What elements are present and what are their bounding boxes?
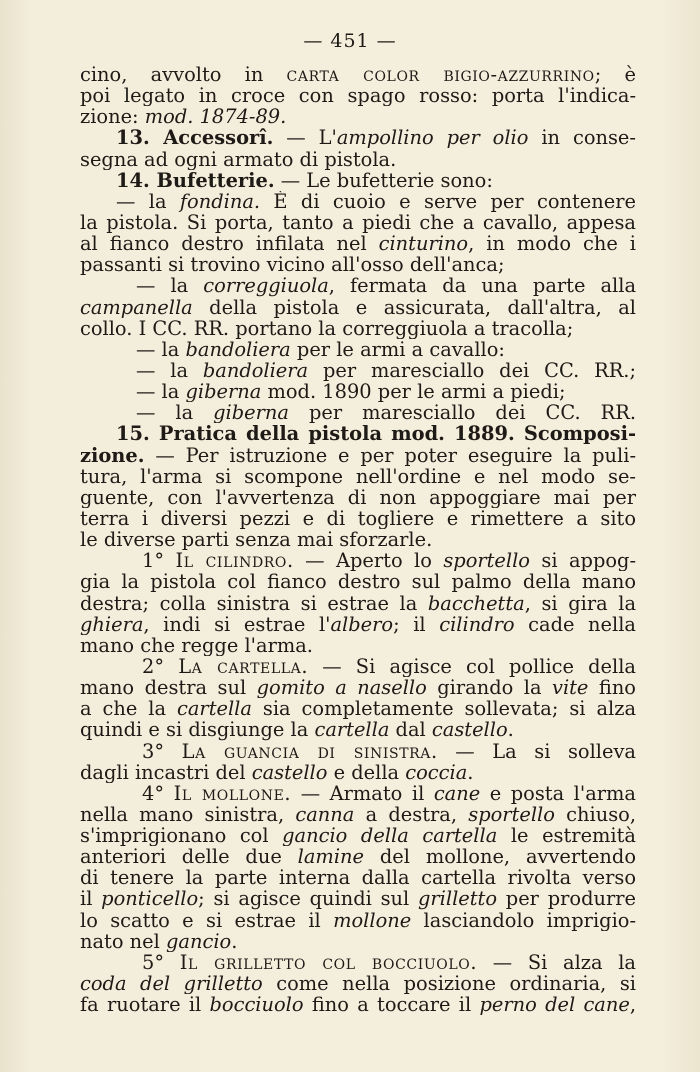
text-run: nato nel [80, 930, 167, 952]
section-heading: 14. Bufetterie. [116, 169, 275, 191]
italic-term: castello [251, 761, 328, 783]
text-run: mano che regge l'arma. [80, 634, 313, 656]
text-run: destra; colla sinistra si estrae la [80, 592, 428, 614]
text-run: per maresciallo dei CC. RR. [288, 402, 636, 424]
text-run: passanti si trovino vicino all'osso dell'anca; [80, 254, 505, 276]
text-line [80, 719, 636, 740]
text-run: dal [389, 719, 432, 741]
text-line [80, 656, 636, 677]
text-run: fino [588, 677, 636, 699]
section-heading: zione. [80, 444, 145, 466]
text-line [80, 910, 636, 931]
text-run: , si gira la [524, 592, 636, 614]
text-run: per le armi a cavallo: [290, 338, 505, 360]
text-run: — la [136, 275, 204, 297]
text-run: quindi e si disgiunge la [80, 719, 315, 741]
text-run: cade nella [514, 613, 636, 635]
italic-term: giberna [185, 381, 262, 403]
text-run: 4° [142, 782, 174, 804]
italic-term: correggiuola [203, 275, 329, 297]
text-run: , in modo che i [468, 233, 636, 255]
italic-term: sportello [443, 550, 530, 572]
text-line [80, 360, 636, 381]
text-run: s'imprigionano col [80, 825, 283, 847]
text-line [80, 487, 636, 508]
text-run: anteriori delle due [80, 846, 298, 868]
text-run: lo scatto e si estrae il [80, 909, 334, 931]
section-heading: 15. Pratica della pistola mod. 1889. Scomposi- [116, 423, 636, 445]
text-run: — la [136, 402, 214, 424]
text-line [80, 614, 636, 635]
text-run: come nella posizione ordinaria, si [262, 973, 636, 995]
text-line [80, 741, 636, 762]
text-run: lasciandolo imprigio- [411, 909, 636, 931]
text-run: ; si agisce quindi sul [198, 888, 418, 910]
italic-term: campanella [80, 296, 193, 318]
text-line [80, 106, 636, 127]
text-run: , fermata da una parte alla [328, 275, 636, 297]
text-run: girando la [426, 677, 552, 699]
small-caps-heading: Il cilindro. [175, 550, 294, 572]
text-line [80, 318, 636, 339]
italic-term: gancio [166, 930, 232, 952]
italic-term: vite [551, 677, 589, 699]
text-line [80, 762, 636, 783]
text-run: per maresciallo dei CC. RR.; [308, 359, 636, 382]
text-line [80, 423, 636, 444]
text-run: 5° [142, 951, 180, 974]
italic-term: sportello [468, 803, 555, 826]
italic-term: bandoliera [185, 338, 291, 360]
text-line [80, 804, 636, 825]
italic-term: mollone [333, 909, 412, 931]
italic-term: coccia [405, 761, 468, 783]
text-line [80, 593, 636, 614]
text-run: — la [136, 381, 186, 403]
italic-term: cane [433, 782, 481, 804]
text-run: — Le bufetterie sono: [274, 169, 493, 191]
text-run: cino, avvolto in [80, 64, 287, 86]
text-line [80, 867, 636, 888]
text-run: di tenere la parte interna dalla cartella rivolta verso [80, 867, 636, 889]
text-run: 1° [142, 550, 176, 572]
text-line [80, 466, 636, 487]
text-run: guente, con l'avvertenza di non appoggiare mai per [80, 486, 636, 508]
text-line [80, 698, 636, 719]
text-run: tura, l'arma si scompone nell'ordine e nel modo se- [80, 465, 636, 487]
italic-term: grilletto [418, 888, 498, 910]
italic-term: gancio della cartella [282, 825, 498, 847]
text-run: e posta l'arma [480, 782, 636, 804]
text-run: — la [116, 190, 180, 212]
text-run: fino a toccare il [303, 994, 480, 1016]
text-run: 3° [142, 740, 182, 762]
text-line [80, 381, 636, 402]
text-line [80, 254, 636, 275]
italic-term: cilindro [439, 613, 515, 635]
text-run: per produrre [497, 888, 636, 910]
text-line [80, 127, 636, 148]
text-run: zione: [80, 106, 145, 128]
text-run: — L' [273, 127, 337, 149]
text-run: — Armato il [291, 782, 434, 804]
text-line [80, 994, 636, 1015]
text-run: in conse- [528, 127, 636, 149]
text-line [80, 783, 636, 804]
text-run: si appog- [529, 550, 636, 572]
text-run: del mollone, avvertendo [364, 846, 636, 868]
text-run: e della [327, 761, 406, 783]
italic-term: mod. 1874-89. [144, 106, 287, 128]
italic-term: bocciuolo [209, 994, 304, 1016]
text-run: chiuso, [554, 803, 636, 826]
text-run: mod. 1890 per le armi a piedi; [261, 381, 566, 403]
italic-term: ghiera [80, 613, 144, 635]
text-run: le diverse parti senza mai sforzarle. [80, 529, 433, 551]
text-run: al fianco destro infilata nel [80, 233, 379, 255]
text-run: . [231, 930, 238, 952]
text-line [80, 529, 636, 550]
italic-term: cartella [314, 719, 390, 741]
text-run: poi legato in croce con spago rosso: porta l'indica- [80, 85, 636, 107]
text-line [80, 297, 636, 318]
italic-term: giberna [213, 402, 289, 424]
text-line [80, 635, 636, 656]
italic-term: lamine [297, 846, 364, 868]
italic-term: canna [295, 803, 355, 826]
text-run: — Si alza la [477, 951, 636, 974]
italic-term: bandoliera [202, 359, 309, 382]
text-run: sia completamente sollevata; si alza [251, 698, 636, 720]
small-caps-heading: carta color bigio-azzurrino [286, 64, 595, 86]
text-line [80, 550, 636, 571]
text-line [80, 931, 636, 952]
text-run: la pistola. Si porta, tanto a piedi che a cavallo, appesa [80, 211, 636, 234]
text-run: — la [136, 359, 203, 382]
text-run: — Per istruzione e per poter eseguire la puli- [144, 444, 636, 466]
text-run: . [507, 719, 514, 741]
text-run: a destra, [354, 803, 469, 826]
text-line [80, 85, 636, 106]
text-run: della pistola e assicurata, dall'altra, al [192, 296, 636, 318]
text-line [80, 973, 636, 994]
text-run: — Si agisce col pollice della [308, 655, 636, 678]
section-heading: 13. Accessorî. [116, 127, 274, 149]
text-line [80, 339, 636, 360]
text-run: nella mano sinistra, [80, 803, 296, 826]
text-line [80, 212, 636, 233]
italic-term: cinturino [378, 233, 469, 255]
text-run: collo. I CC. RR. portano la correggiuola a tracolla; [80, 317, 574, 339]
small-caps-heading: La cartella. [178, 655, 309, 678]
text-run: — la [136, 338, 186, 360]
body-text [80, 64, 636, 1015]
text-run: a che la [80, 698, 178, 720]
text-line [80, 149, 636, 170]
text-run: , indi si estrae l' [143, 613, 331, 635]
text-run: . [467, 761, 474, 783]
text-line [80, 508, 636, 529]
text-line [80, 825, 636, 846]
italic-term: castello [431, 719, 508, 741]
italic-term: cartella [177, 698, 252, 720]
text-line [80, 445, 636, 466]
italic-term: bacchetta [427, 592, 525, 614]
text-line [80, 888, 636, 909]
text-line [80, 571, 636, 592]
text-run: terra i diversi pezzi e di togliere e rimettere a sito [80, 507, 636, 530]
text-run: segna ad ogni armato di pistola. [80, 148, 397, 170]
text-run: il [80, 888, 102, 910]
text-run: le estremità [497, 825, 636, 847]
text-line [80, 952, 636, 973]
text-run: gia la pistola col fianco destro sul palmo della mano [80, 571, 636, 593]
text-line [80, 64, 636, 85]
italic-term: gomito a nasello [256, 677, 427, 699]
text-run: ; è [594, 64, 636, 86]
text-line [80, 191, 636, 212]
page-number: — 451 — [303, 30, 397, 52]
text-line [80, 275, 636, 296]
text-run: mano destra sul [80, 677, 257, 699]
text-run: 2° [142, 655, 179, 678]
text-run: È di cuoio e serve per contenere [260, 190, 636, 212]
text-run: dagli incastri del [80, 761, 252, 783]
italic-term: fondina. [179, 190, 261, 212]
text-line [80, 170, 636, 191]
text-run: — Aperto lo [293, 550, 444, 572]
italic-term: coda del grilletto [80, 973, 263, 995]
italic-term: ponticello [101, 888, 199, 910]
italic-term: ampollino per olio [336, 127, 529, 149]
italic-term: perno del cane [479, 994, 630, 1016]
text-line [80, 402, 636, 423]
small-caps-heading: Il grilletto col bocciuolo. [179, 951, 478, 974]
italic-term: albero [330, 613, 394, 635]
text-run: — La si solleva [437, 740, 636, 762]
text-run: fa ruotare il [80, 994, 210, 1016]
text-run: , [629, 994, 636, 1016]
small-caps-heading: La guancia di sinistra. [181, 740, 438, 762]
small-caps-heading: Il mollone. [173, 782, 292, 804]
text-line [80, 677, 636, 698]
text-line [80, 233, 636, 254]
text-run: ; il [393, 613, 440, 635]
text-line [80, 846, 636, 867]
